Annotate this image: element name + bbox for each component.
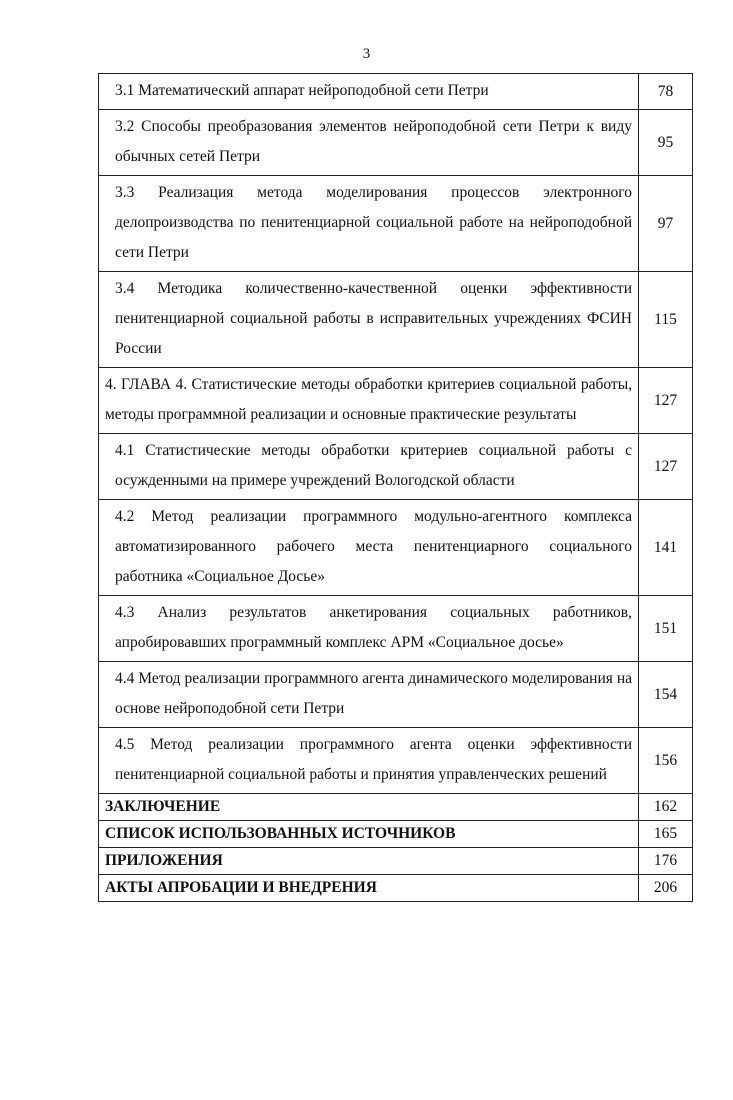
toc-entry-title: 4.4 Метод реализации программного агента динамического моделирования на основе нейроподобной сети Петри (99, 662, 639, 728)
toc-entry-title: 3.4 Методика количественно-качественной оценки эффективности пенитенциарной социальной работы в исправительных учреждениях ФСИН России (99, 272, 639, 368)
toc-entry-page: 115 (639, 272, 693, 368)
toc-entry-title: 3.2 Способы преобразования элементов нейроподобной сети Петри к виду обычных сетей Петри (99, 110, 639, 176)
toc-entry-page: 151 (639, 596, 693, 662)
toc-row (99, 272, 693, 368)
toc-entry-title: 4.5 Метод реализации программного агента оценки эффективности пенитенциарной социальной работы и принятия управленческих решений (99, 728, 639, 794)
toc-entry-title: 4.2 Метод реализации программного модульно-агентного комплекса автоматизированного рабочего места пенитенциарного социального работника «Социальное Досье» (99, 500, 639, 596)
toc-entry-page: 176 (639, 848, 693, 875)
table-of-contents (98, 73, 693, 902)
toc-entry-page: 165 (639, 821, 693, 848)
toc-section-title: ПРИЛОЖЕНИЯ (99, 848, 639, 875)
toc-row (99, 176, 693, 272)
toc-section-title: АКТЫ АПРОБАЦИИ И ВНЕДРЕНИЯ (99, 875, 639, 902)
toc-entry-page: 141 (639, 500, 693, 596)
toc-row (99, 110, 693, 176)
toc-chapter-title: 4. ГЛАВА 4. Статистические методы обработки критериев социальной работы, методы программной реализации и основные практические результаты (99, 368, 639, 434)
toc-row-section (99, 821, 693, 848)
toc-row (99, 596, 693, 662)
toc-entry-page: 127 (639, 368, 693, 434)
toc-entry-title: 4.3 Анализ результатов анкетирования социальных работников, апробировавших программный комплекс АРМ «Социальное досье» (99, 596, 639, 662)
toc-entry-page: 78 (639, 74, 693, 110)
toc-entry-title: 4.1 Статистические методы обработки критериев социальной работы с осужденными на примере учреждений Вологодской области (99, 434, 639, 500)
toc-entry-page: 95 (639, 110, 693, 176)
toc-section-title: ЗАКЛЮЧЕНИЕ (99, 794, 639, 821)
toc-entry-title: 3.1 Математический аппарат нейроподобной сети Петри (99, 74, 639, 110)
toc-row (99, 728, 693, 794)
toc-row-section (99, 875, 693, 902)
toc-row (99, 434, 693, 500)
toc-row (99, 500, 693, 596)
toc-entry-page: 206 (639, 875, 693, 902)
page-number: 3 (362, 46, 371, 62)
toc-section-title: СПИСОК ИСПОЛЬЗОВАННЫХ ИСТОЧНИКОВ (99, 821, 639, 848)
toc-entry-title: 3.3 Реализация метода моделирования процессов электронного делопроизводства по пенитенциарной социальной работе на нейроподобной сети Петри (99, 176, 639, 272)
toc-row (99, 662, 693, 728)
toc-entry-page: 162 (639, 794, 693, 821)
toc-entry-page: 154 (639, 662, 693, 728)
toc-row-section (99, 848, 693, 875)
toc-row (99, 74, 693, 110)
toc-entry-page: 97 (639, 176, 693, 272)
toc-entry-page: 156 (639, 728, 693, 794)
toc-row-chapter (99, 368, 693, 434)
toc-row-section (99, 794, 693, 821)
toc-entry-page: 127 (639, 434, 693, 500)
